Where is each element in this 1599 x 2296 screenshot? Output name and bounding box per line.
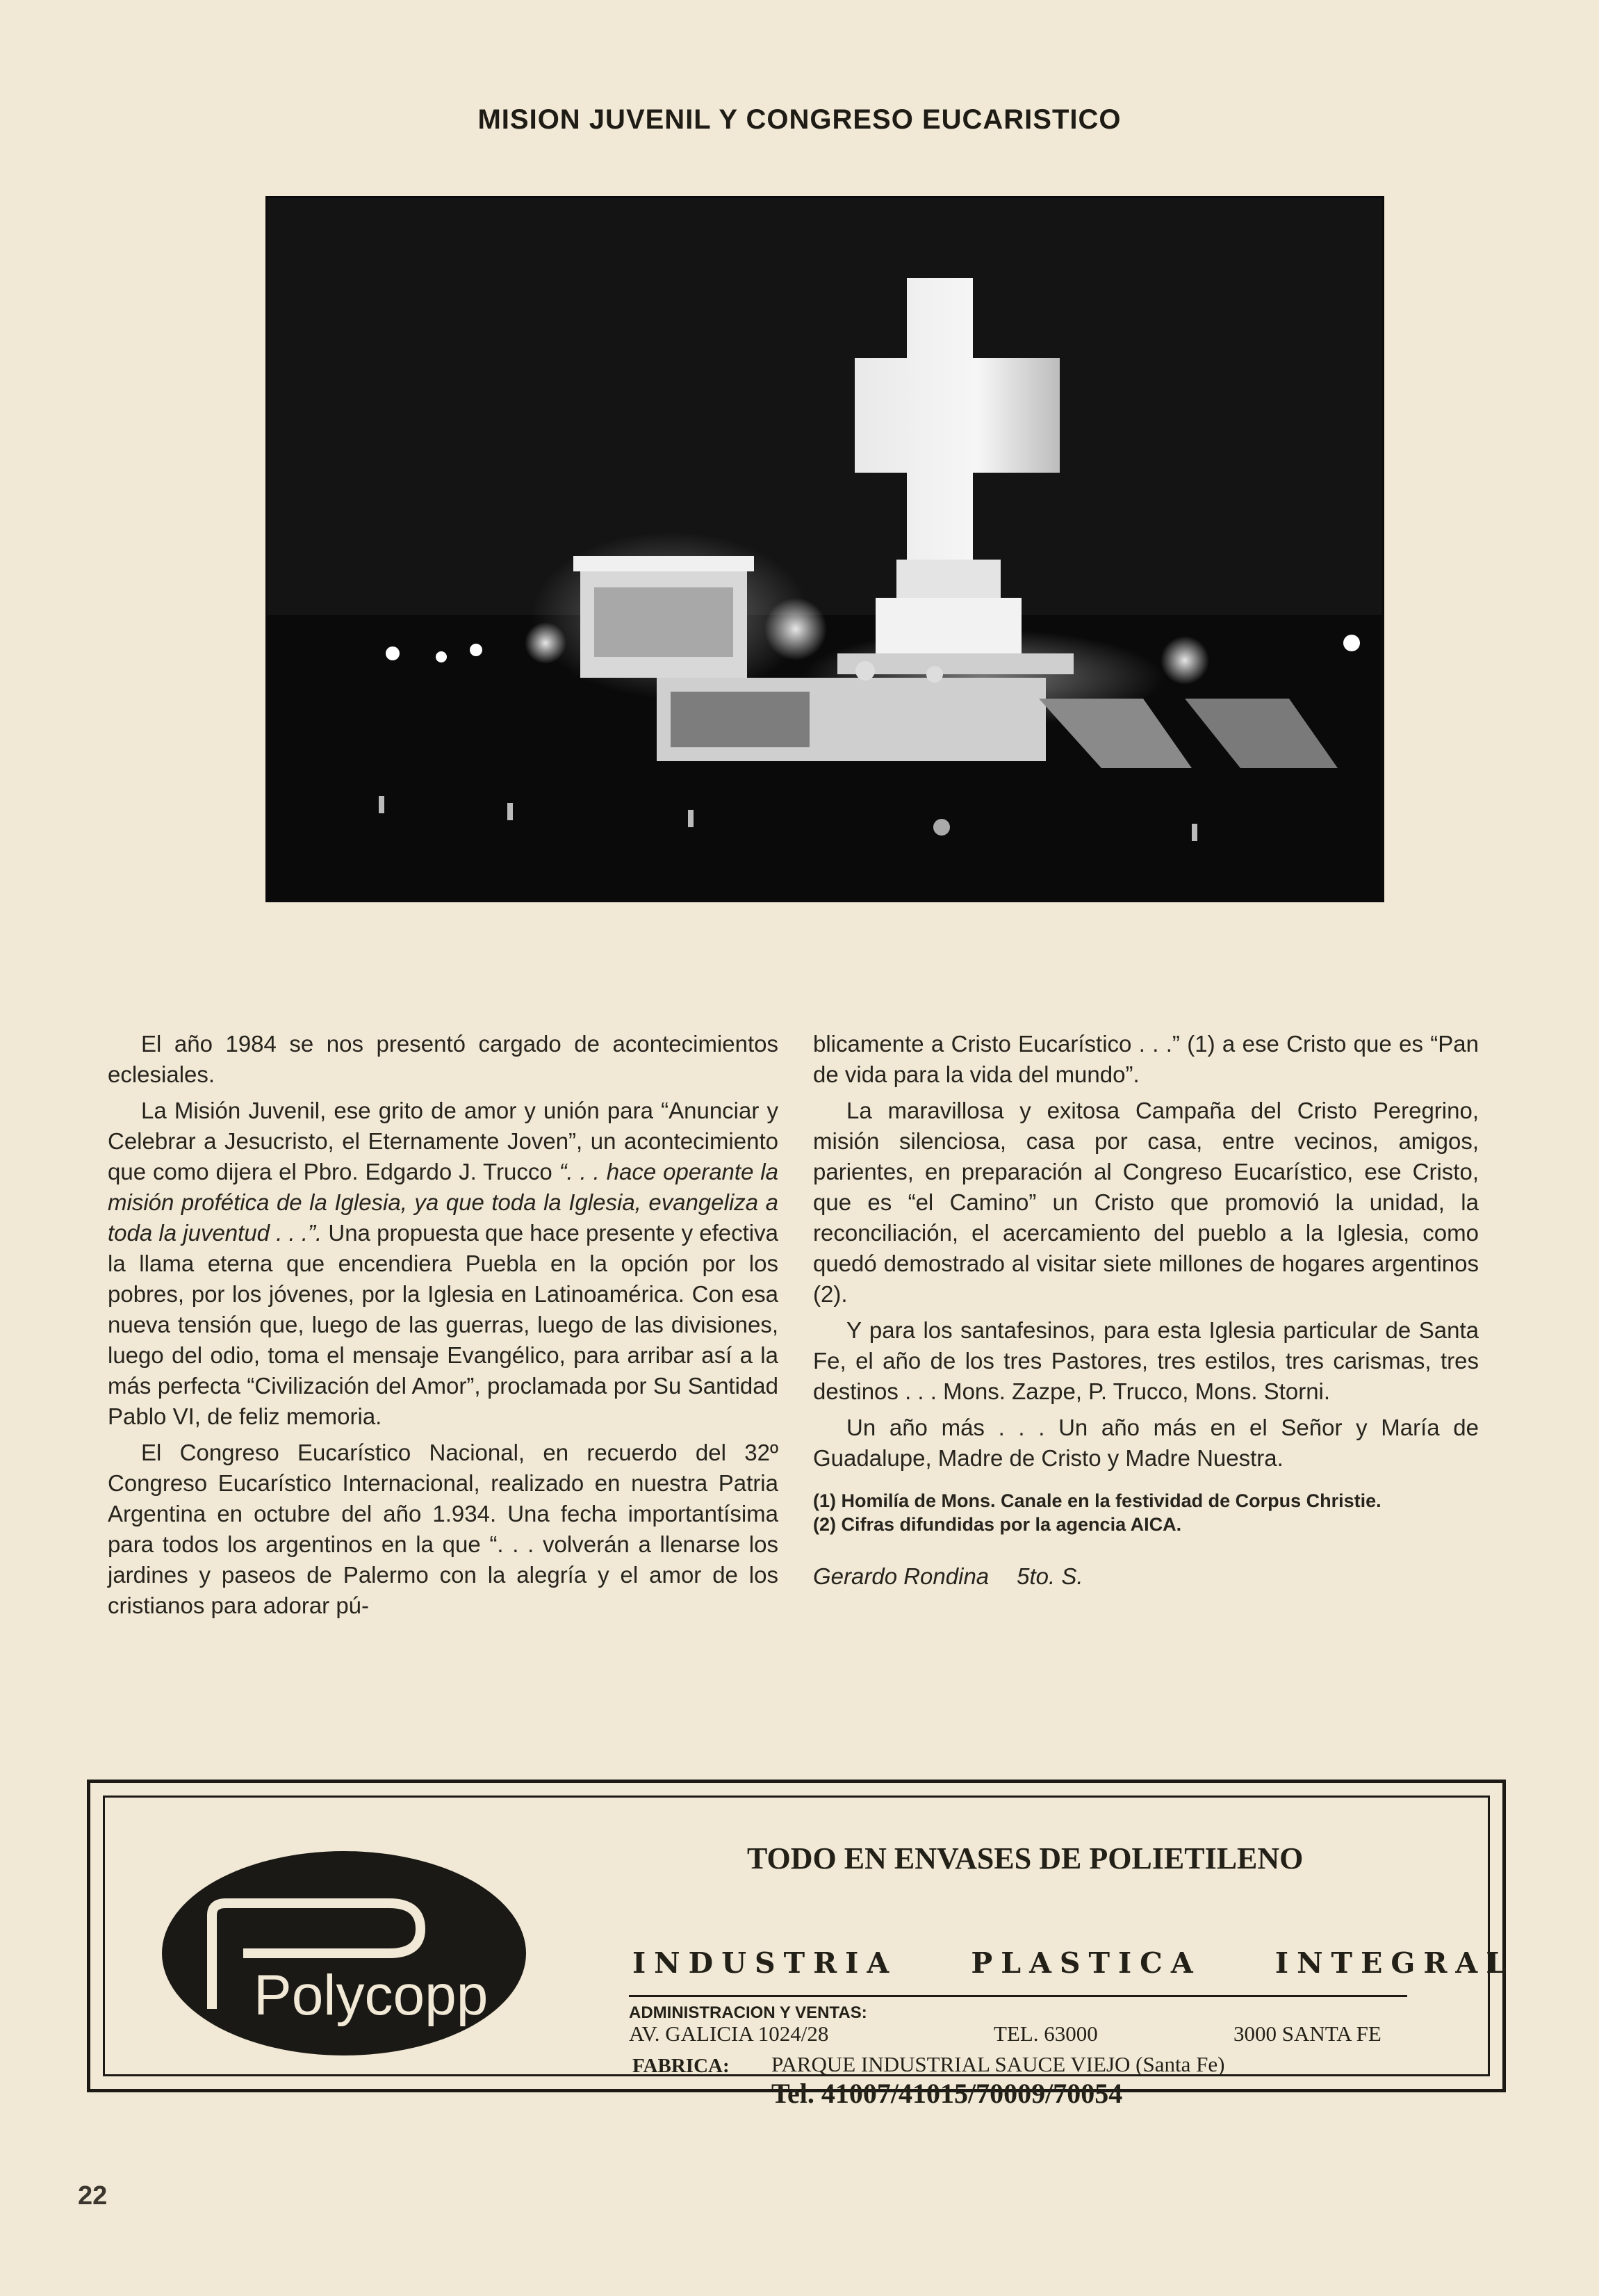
ad-divider [629,1995,1407,1997]
admin-city: 3000 SANTA FE [1233,2021,1381,2046]
page-title: MISION JUVENIL Y CONGRESO EUCARISTICO [477,104,1122,135]
paragraph: blicamente a Cristo Eucarístico . . .” (1) a ese Cristo que es “Pan de vida para la vida del mundo”. [813,1031,1479,1087]
article-left-column [108,1029,778,1627]
paragraph: Y para los santafesinos, para esta Iglesia particular de Santa Fe, el año de los tres Pastores, tres estilos, tres carismas, tres destinos . . . Mons. Zazpe, P. Trucco, Mons. Storni. [813,1317,1479,1404]
footnote-2: (2) Cifras difundidas por la agencia AICA. [813,1514,1182,1535]
admin-address: AV. GALICIA 1024/28 [629,2021,829,2046]
ad-subtitle: INDUSTRIA PLASTICA INTEGRAL [632,1946,1515,1980]
factory-address: PARQUE INDUSTRIAL SAUCE VIEJO (Santa Fe) [771,2052,1225,2076]
paragraph: La maravillosa y exitosa Campaña del Cristo Peregrino, misión silenciosa, casa por casa, entre vecinos, amigos, parientes, en preparación al Congreso Eucarístico, ese Cristo, que es “el Camino” un Cristo que promovió la unidad, la reconciliación, el acercamiento del pueblo a la Iglesia, como quedó demostrado al visitar siete millones de hogares argentinos (2). [813,1098,1479,1307]
logo-text: Polycopp [254,1964,489,2027]
footnote-1: (1) Homilía de Mons. Canale en la festividad de Corpus Christie. [813,1490,1381,1511]
paragraph: El año 1984 se nos presentó cargado de acontecimientos eclesiales. [108,1031,778,1087]
ad-headline: TODO EN ENVASES DE POLIETILENO [747,1841,1304,1875]
admin-phone: TEL. 63000 [994,2021,1098,2046]
cross-monument-image [268,198,1382,900]
quote-text: “. . . hace operante la misión profética de la Iglesia, ya que toda la Iglesia, evangeliza a toda la juventud . . .”. [108,1159,778,1246]
paragraph: Un año más . . . Un año más en el Señor y María de Guadalupe, Madre de Cristo y Madre Nuestra. [813,1415,1479,1471]
factory-label: FABRICA: [632,2055,730,2077]
article-right-column [813,1029,1479,1592]
paragraph [108,1096,778,1432]
ad-telephones: Tel. 41007/41015/70009/70054 [771,2078,1123,2109]
footnotes [813,1489,1479,1536]
polycopp-logo [160,1849,528,2058]
signature [813,1561,1479,1592]
paragraph-text: La Misión Juvenil, ese grito de amor y unión para “Anunciar y Celebrar a Jesucristo, el Eternamente Joven”, un acontecimiento que como dijera el Pbro. Edgardo J. Trucco [108,1098,778,1184]
night-cross-photo [265,196,1384,902]
paragraph-text: Una propuesta que hace presente y efectiva la llama eterna que encendiera Puebla en la opción por los pobres, por los jóvenes, por la Iglesia en Latinoamérica. Con esa nueva tensión que, luego de las guerras, luego de las divisiones, luego del odio, toma el mensaje Evangélico, para arribar así a la más perfecta “Civilización del Amor”, proclamada por Su Santidad Pablo VI, de feliz memoria. [108,1220,778,1429]
page-number: 22 [78,2181,108,2210]
author-grade: 5to. S. [1017,1563,1083,1589]
admin-label: ADMINISTRACION Y VENTAS: [629,2003,867,2022]
paragraph: El Congreso Eucarístico Nacional, en recuerdo del 32º Congreso Eucarístico Internacional, realizado en nuestra Patria Argentina en octubre del año 1.934. Una fecha importantísima para todos los argentinos en la que “. . . volverán a llenarse los jardines y paseos de Palermo con la alegría y el amor de los cristianos para adorar pú- [108,1440,778,1618]
author-name: Gerardo Rondina [813,1563,990,1589]
